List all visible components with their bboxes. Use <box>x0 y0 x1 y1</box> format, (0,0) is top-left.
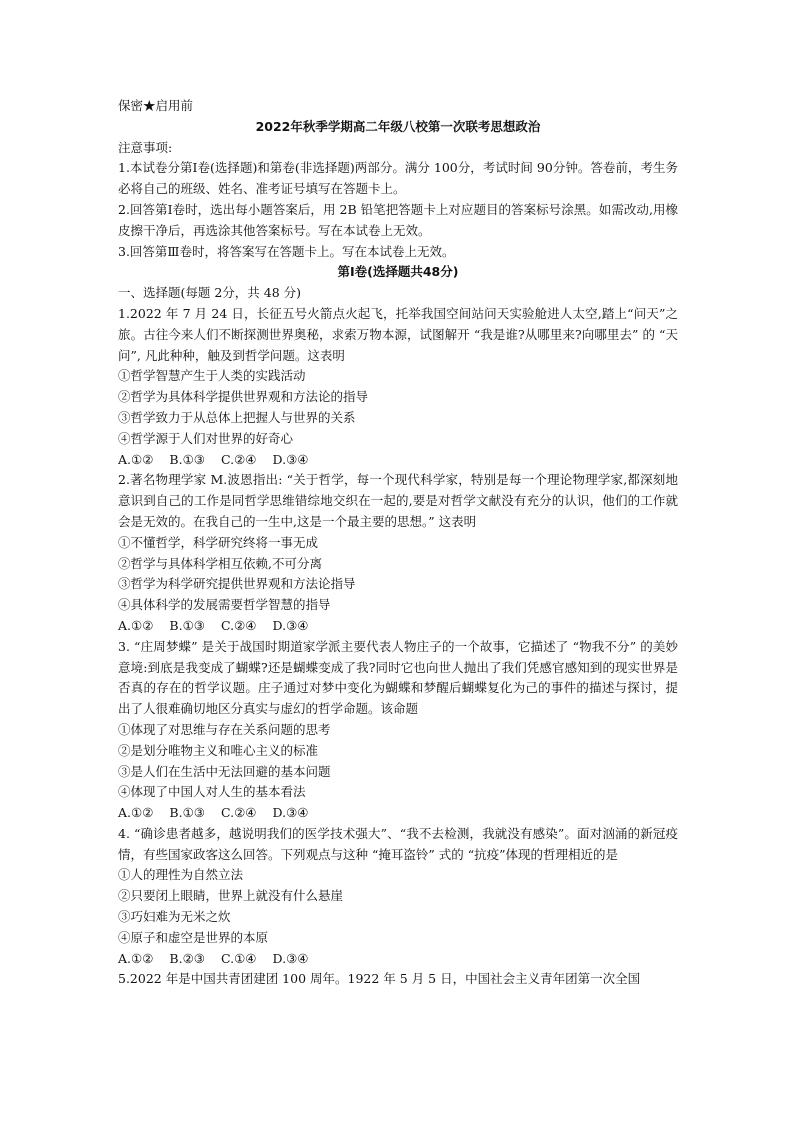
question-5 <box>118 969 678 990</box>
notice-item: 1.本试卷分第Ⅰ卷(选择题)和第卷(非选择题)两部分。满分 100分，考试时间 90分钟。答卷前，考生务必将自己的班级、姓名、准考证号填写在答题卡上。 <box>118 160 678 197</box>
choice-a: A.①② <box>118 950 154 966</box>
choice-d: D.③④ <box>272 617 309 633</box>
choice-d: D.③④ <box>272 805 309 821</box>
question-stem: 5.2022 年是中国共青团建团 100 周年。1922 年 5 月 5 日，中国社会主义青年团第一次全国 <box>118 971 641 987</box>
notice-item: 3.回答第Ⅲ卷时，将答案写在答题卡上。写在本试卷上无效。 <box>118 243 455 259</box>
choice-a: A.①② <box>118 617 154 633</box>
question-option: ①人的理性为自然立法 <box>118 867 244 883</box>
confidential-label: 保密★启用前 <box>118 98 194 113</box>
choice-b: B.②③ <box>169 950 205 966</box>
question-option: ③巧妇难为无米之炊 <box>118 909 231 925</box>
question-option: ②只要闭上眼睛，世界上就没有什么悬崖 <box>118 888 344 904</box>
exam-title: 2022年秋季学期高二年级八校第一次联考思想政治 <box>255 118 541 134</box>
choice-b: B.①③ <box>169 805 205 821</box>
question-option: ②是划分唯物主义和唯心主义的标准 <box>118 742 319 758</box>
choice-d: D.③④ <box>272 950 309 966</box>
question-option: ①体现了对思维与存在关系问题的思考 <box>118 721 331 737</box>
choice-a: A.①② <box>118 805 154 821</box>
choice-c: C.①④ <box>221 950 257 966</box>
question-option: ③是人们在生活中无法回避的基本问题 <box>118 763 331 779</box>
section-title: 第Ⅰ卷(选择题共48分) <box>337 264 459 280</box>
answer-choices <box>118 450 678 471</box>
question-1 <box>118 304 678 470</box>
choice-c: C.②④ <box>221 617 257 633</box>
notice-item: 2.回答第Ⅰ卷时，选出每小题答案后，用 2B 铅笔把答题卡上对应题目的答案标号涂黑。如需改动,用橡皮擦干净后，再选涂其他答案标号。写在本试卷上无效。 <box>118 201 678 238</box>
notice-heading: 注意事项: <box>118 139 173 155</box>
question-option: ①哲学智慧产生于人类的实践活动 <box>118 368 306 384</box>
question-option: ③哲学为科学研究提供世界观和方法论指导 <box>118 576 356 592</box>
question-option: ④哲学源于人们对世界的好奇心 <box>118 430 294 446</box>
choice-a: A.①② <box>118 451 154 467</box>
choice-d: D.③④ <box>272 451 309 467</box>
question-option: ②哲学与具体科学相互依赖,不可分离 <box>118 555 322 571</box>
question-stem: 3. “庄周梦蝶” 是关于战国时期道家学派主要代表人物庄子的一个故事，它描述了 “物我不分” 的美妙意境:到底是我变成了蝴蝶?还是蝴蝶变成了我?同时它也向世人抛出了我们凭感官感知到的现实世界是否真的存在的哲学议题。庄子通过对梦中变化为蝴蝶和梦醒后蝴蝶复化为己的事件的描述与探讨，提出了人很难确切地区分真实与虚幻的哲学命题。该命题 <box>118 638 678 717</box>
question-stem: 1.2022 年 7 月 24 日，长征五号火箭点火起飞，托举我国空间站问天实验舱进人太空,踏上“问天”之旅。古往今来人们不断探测世界奥秘，求索万物本源，试图解开 “我是谁?从哪里来?向哪里去” 的 “天问”, 凡此种种，触及到哲学问题。这表明 <box>118 305 678 363</box>
choice-c: C.②④ <box>221 805 257 821</box>
question-option: ②哲学为具体科学提供世界观和方法论的指导 <box>118 389 369 405</box>
answer-choices <box>118 949 678 970</box>
question-option: ①不懂哲学，科学研究终将一事无成 <box>118 534 319 550</box>
answer-choices <box>118 803 678 824</box>
choice-b: B.①③ <box>169 451 205 467</box>
question-option: ③哲学致力于从总体上把握人与世界的关系 <box>118 409 356 425</box>
question-2 <box>118 470 678 636</box>
answer-choices <box>118 616 678 637</box>
choice-c: C.②④ <box>221 451 257 467</box>
question-4 <box>118 824 678 970</box>
question-option: ④体现了中国人对人生的基本看法 <box>118 784 306 800</box>
choice-b: B.①③ <box>169 617 205 633</box>
question-3 <box>118 637 678 824</box>
part-heading: 一、选择题(每题 2分，共 48 分) <box>118 285 302 301</box>
question-stem: 2.著名物理学家 M.波恩指出: “关于哲学，每一个现代科学家，特别是每一个理论物理学家,都深刻地意识到自己的工作是同哲学思维错综地交织在一起的,要是对哲学文献没有充分的认识，他们的工作就会是无效的。在我自己的一生中,这是一个最主要的思想。” 这表明 <box>118 472 678 529</box>
question-option: ④原子和虚空是世界的本原 <box>118 929 269 945</box>
exam-page <box>118 96 678 990</box>
question-option: ④具体科学的发展需要哲学智慧的指导 <box>118 597 331 613</box>
question-stem: 4. “确诊患者越多，越说明我们的医学技术强大”、“我不去检测，我就没有感染”。面对汹涌的新冠疫情，有些国家政客这么回答。下列观点与这种 “掩耳盗铃” 式的 “抗疫”体现的哲理相近的是 <box>118 825 678 862</box>
